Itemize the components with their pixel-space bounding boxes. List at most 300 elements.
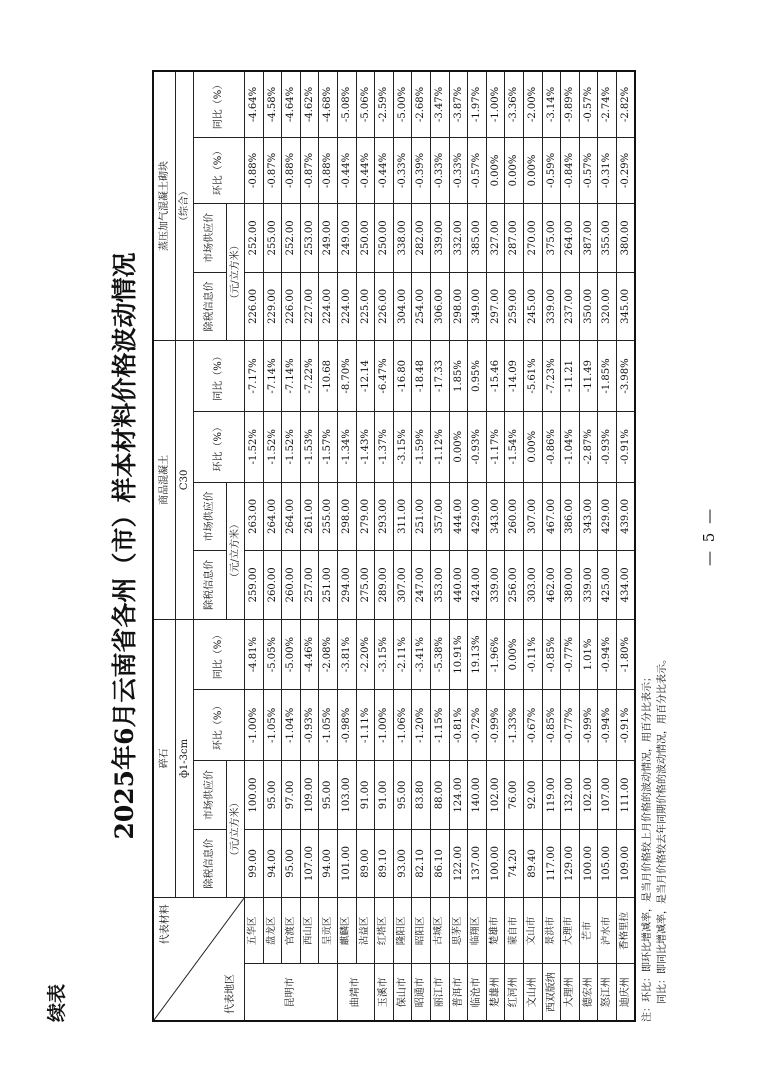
value-cell: -4.46% (300, 619, 319, 690)
value-cell: 74.20 (505, 829, 524, 898)
value-cell: 297.00 (486, 272, 505, 341)
footnotes (640, 70, 670, 1022)
value-cell: 327.00 (486, 204, 505, 273)
col-market-price-block: 市场供应价 (194, 204, 227, 273)
value-cell: 89.00 (356, 829, 375, 898)
city-cell: 大理州 (561, 964, 580, 1021)
district-cell: 香格里拉 (616, 898, 635, 964)
district-cell: 思茅区 (449, 898, 468, 964)
value-cell: 264.00 (561, 204, 580, 273)
value-cell: 434.00 (616, 551, 635, 620)
value-cell: 303.00 (523, 551, 542, 620)
value-cell: 287.00 (505, 204, 524, 273)
table-row (375, 71, 394, 1021)
value-cell: 225.00 (356, 272, 375, 341)
value-cell: 264.00 (282, 482, 301, 551)
value-cell: 259.00 (505, 272, 524, 341)
table-row (282, 71, 301, 1021)
value-cell: -1.34% (337, 411, 356, 482)
value-cell: -2.08% (319, 619, 338, 690)
value-cell: -0.31% (598, 137, 617, 203)
col-mom-gravel: 环比（%） (194, 690, 245, 761)
value-cell: -14.09 (505, 341, 524, 412)
value-cell: -2.11% (393, 619, 412, 690)
value-cell: -0.93% (598, 411, 617, 482)
value-cell: 229.00 (263, 272, 282, 341)
value-cell: 91.00 (375, 761, 394, 830)
value-cell: -1.17% (486, 411, 505, 482)
city-cell: 丽江市 (430, 964, 449, 1021)
value-cell: 237.00 (561, 272, 580, 341)
value-cell: 0.00% (486, 137, 505, 203)
value-cell: -3.14% (542, 71, 561, 137)
col-unit-block: （元/立方米） (227, 204, 245, 341)
value-cell: -0.72% (468, 690, 487, 761)
district-cell: 临翔区 (468, 898, 487, 964)
value-cell: -11.49 (579, 341, 598, 412)
value-cell: -0.57% (579, 71, 598, 137)
value-cell: -9.89% (561, 71, 580, 137)
value-cell: -7.22% (300, 341, 319, 412)
value-cell: 95.00 (282, 829, 301, 898)
value-cell: -5.00% (393, 71, 412, 137)
table-row (245, 71, 264, 1021)
value-cell: 357.00 (430, 482, 449, 551)
city-cell: 玉溪市 (375, 964, 394, 1021)
value-cell: 0.95% (468, 341, 487, 412)
value-cell: 304.00 (393, 272, 412, 341)
value-cell: 95.00 (263, 761, 282, 830)
value-cell: -0.84% (561, 137, 580, 203)
value-cell: 282.00 (412, 204, 431, 273)
district-cell: 盘龙区 (263, 898, 282, 964)
value-cell: 349.00 (468, 272, 487, 341)
district-cell: 官渡区 (282, 898, 301, 964)
city-cell: 西双版纳 (542, 964, 561, 1021)
value-cell: -0.33% (449, 137, 468, 203)
value-cell: 0.00% (505, 137, 524, 203)
value-cell: 380.00 (616, 204, 635, 273)
district-cell: 景洪市 (542, 898, 561, 964)
value-cell: 89.10 (375, 829, 394, 898)
col-mom-block: 环比（%） (194, 137, 245, 203)
value-cell: 338.00 (393, 204, 412, 273)
value-cell: 122.00 (449, 829, 468, 898)
value-cell: 343.00 (486, 482, 505, 551)
value-cell: 298.00 (337, 482, 356, 551)
value-cell: 250.00 (356, 204, 375, 273)
value-cell: 19.13% (468, 619, 487, 690)
value-cell: 83.80 (412, 761, 431, 830)
table-row (542, 71, 561, 1021)
value-cell: 140.00 (468, 761, 487, 830)
corner-header-cell (153, 898, 245, 1021)
value-cell: -6.47% (375, 341, 394, 412)
value-cell: 91.00 (356, 761, 375, 830)
value-cell: -1.52% (245, 411, 264, 482)
value-cell: -1.15% (430, 690, 449, 761)
value-cell: 424.00 (468, 551, 487, 620)
value-cell: -0.99% (579, 690, 598, 761)
table-row (319, 71, 338, 1021)
value-cell: -5.06% (356, 71, 375, 137)
value-cell: -1.43% (356, 411, 375, 482)
value-cell: 226.00 (245, 272, 264, 341)
corner-material-label: 代表材料 (160, 904, 171, 945)
value-cell: -5.61% (523, 341, 542, 412)
value-cell: 289.00 (375, 551, 394, 620)
value-cell: 339.00 (486, 551, 505, 620)
value-cell: 253.00 (300, 204, 319, 273)
value-cell: 224.00 (337, 272, 356, 341)
value-cell: 339.00 (430, 204, 449, 273)
value-cell: -0.81% (449, 690, 468, 761)
value-cell: 255.00 (319, 482, 338, 551)
col-tax-price-gravel: 除税信息价 (194, 829, 227, 898)
value-cell: -0.88% (282, 137, 301, 203)
value-cell: -0.94% (598, 690, 617, 761)
value-cell: -0.33% (430, 137, 449, 203)
value-cell: -17.33 (430, 341, 449, 412)
value-cell: -5.08% (337, 71, 356, 137)
value-cell: 93.00 (393, 829, 412, 898)
value-cell: -1.80% (616, 619, 635, 690)
city-cell: 怒江州 (598, 964, 617, 1021)
value-cell: -4.58% (263, 71, 282, 137)
value-cell: 250.00 (375, 204, 394, 273)
value-cell: 102.00 (486, 761, 505, 830)
value-cell: -1.05% (263, 690, 282, 761)
value-cell: 254.00 (412, 272, 431, 341)
value-cell: 129.00 (561, 829, 580, 898)
value-cell: 107.00 (598, 761, 617, 830)
value-cell: -3.41% (412, 619, 431, 690)
value-cell: -0.67% (523, 690, 542, 761)
col-mom-concrete: 环比（%） (194, 411, 245, 482)
value-cell: 0.00% (523, 411, 542, 482)
group-name-concrete: 商品混凝土 (153, 341, 176, 620)
col-yoy-gravel: 同比（%） (194, 619, 245, 690)
value-cell: 387.00 (579, 204, 598, 273)
value-cell: 124.00 (449, 761, 468, 830)
value-cell: -1.00% (375, 690, 394, 761)
district-cell: 蒙自市 (505, 898, 524, 964)
value-cell: 0.00% (505, 619, 524, 690)
value-cell: 311.00 (393, 482, 412, 551)
value-cell: 111.00 (616, 761, 635, 830)
value-cell: 306.00 (430, 272, 449, 341)
value-cell: -16.80 (393, 341, 412, 412)
city-cell: 昭通市 (412, 964, 431, 1021)
value-cell: 462.00 (542, 551, 561, 620)
value-cell: -0.86% (542, 411, 561, 482)
value-cell: -1.52% (282, 411, 301, 482)
value-cell: -0.98% (337, 690, 356, 761)
value-cell: -2.59% (375, 71, 394, 137)
value-cell: 100.00 (245, 761, 264, 830)
value-cell: 467.00 (542, 482, 561, 551)
continued-label: 续表 (46, 983, 68, 1022)
value-cell: -0.44% (375, 137, 394, 203)
value-cell: 375.00 (542, 204, 561, 273)
value-cell: -3.15% (375, 619, 394, 690)
district-cell: 五华区 (245, 898, 264, 964)
col-tax-price-concrete: 除税信息价 (194, 551, 227, 620)
value-cell: 94.00 (319, 829, 338, 898)
value-cell: 385.00 (468, 204, 487, 273)
value-cell: -1.52% (263, 411, 282, 482)
value-cell: -5.38% (430, 619, 449, 690)
city-cell: 红河州 (505, 964, 524, 1021)
value-cell: 260.00 (282, 551, 301, 620)
value-cell: -7.14% (263, 341, 282, 412)
value-cell: 109.00 (616, 829, 635, 898)
value-cell: -2.82% (616, 71, 635, 137)
city-cell: 昆明市 (245, 964, 338, 1021)
value-cell: -3.81% (337, 619, 356, 690)
value-cell: 101.00 (337, 829, 356, 898)
value-cell: 109.00 (300, 761, 319, 830)
value-cell: 307.00 (523, 482, 542, 551)
value-cell: 259.00 (245, 551, 264, 620)
value-cell: -10.68 (319, 341, 338, 412)
district-cell: 呈贡区 (319, 898, 338, 964)
value-cell: 263.00 (245, 482, 264, 551)
value-cell: 386.00 (561, 482, 580, 551)
district-cell: 文山市 (523, 898, 542, 964)
value-cell: -0.44% (356, 137, 375, 203)
value-cell: 1.01% (579, 619, 598, 690)
table-row (598, 71, 617, 1021)
group-spec-block: （综合） (176, 71, 194, 341)
value-cell: 249.00 (319, 204, 338, 273)
value-cell: 245.00 (523, 272, 542, 341)
value-cell: 264.00 (263, 482, 282, 551)
value-cell: -0.88% (319, 137, 338, 203)
value-cell: 100.00 (579, 829, 598, 898)
value-cell: 103.00 (337, 761, 356, 830)
table-row (337, 71, 356, 1021)
city-cell: 楚雄州 (486, 964, 505, 1021)
value-cell: 439.00 (616, 482, 635, 551)
value-cell: 99.00 (245, 829, 264, 898)
value-cell: -2.74% (598, 71, 617, 137)
col-yoy-concrete: 同比（%） (194, 341, 245, 412)
group-name-gravel: 碎石 (153, 619, 176, 898)
value-cell: 429.00 (598, 482, 617, 551)
value-cell: -1.04% (561, 411, 580, 482)
value-cell: 350.00 (579, 272, 598, 341)
table-row (468, 71, 487, 1021)
value-cell: 224.00 (319, 272, 338, 341)
table-row (356, 71, 375, 1021)
col-tax-price-block: 除税信息价 (194, 272, 227, 341)
district-cell: 红塔区 (375, 898, 394, 964)
value-cell: 10.91% (449, 619, 468, 690)
value-cell: -0.11% (523, 619, 542, 690)
value-cell: -1.11% (356, 690, 375, 761)
value-cell: 429.00 (468, 482, 487, 551)
value-cell: -3.15% (393, 411, 412, 482)
value-cell: 444.00 (449, 482, 468, 551)
value-cell: 260.00 (505, 482, 524, 551)
district-cell: 大理市 (561, 898, 580, 964)
value-cell: 117.00 (542, 829, 561, 898)
value-cell: -15.46 (486, 341, 505, 412)
district-cell: 楚雄市 (486, 898, 505, 964)
value-cell: 105.00 (598, 829, 617, 898)
col-yoy-block: 同比（%） (194, 71, 245, 137)
value-cell: 261.00 (300, 482, 319, 551)
value-cell: 249.00 (337, 204, 356, 273)
value-cell: -4.64% (245, 71, 264, 137)
value-cell: 102.00 (579, 761, 598, 830)
value-cell: -0.85% (542, 619, 561, 690)
value-cell: 97.00 (282, 761, 301, 830)
value-cell: -1.54% (505, 411, 524, 482)
value-cell: -3.87% (449, 71, 468, 137)
group-name-block: 蒸压加气混凝土砌块 (153, 71, 176, 341)
table-row (449, 71, 468, 1021)
col-unit-gravel: （元/立方米） (227, 761, 245, 898)
value-cell: -18.48 (412, 341, 431, 412)
value-cell: 380.00 (561, 551, 580, 620)
table-row (616, 71, 635, 1021)
footnote-mom: 注：环比：即环比增减率，是当月价格较上月价格的波动情况，用百分比表示； (642, 672, 654, 1022)
value-cell: -0.57% (468, 137, 487, 203)
value-cell: -2.87% (579, 411, 598, 482)
table-row (263, 71, 282, 1021)
value-cell: 270.00 (523, 204, 542, 273)
value-cell: -0.33% (393, 137, 412, 203)
table-row (561, 71, 580, 1021)
table-row (412, 71, 431, 1021)
value-cell: 95.00 (319, 761, 338, 830)
value-cell: 132.00 (561, 761, 580, 830)
value-cell: 355.00 (598, 204, 617, 273)
value-cell: -0.99% (486, 690, 505, 761)
value-cell: -5.05% (263, 619, 282, 690)
value-cell: -1.96% (486, 619, 505, 690)
city-cell: 德宏州 (579, 964, 598, 1021)
value-cell: -1.04% (282, 690, 301, 761)
value-cell: -12.14 (356, 341, 375, 412)
city-cell: 临沧市 (468, 964, 487, 1021)
value-cell: -0.39% (412, 137, 431, 203)
value-cell: -2.68% (412, 71, 431, 137)
page-title: 2025年6月云南省各州（市）样本材料价格波动情况 (110, 252, 139, 840)
value-cell: 425.00 (598, 551, 617, 620)
table-row (523, 71, 542, 1021)
value-cell: 89.40 (523, 829, 542, 898)
value-cell: 332.00 (449, 204, 468, 273)
value-cell: -0.91% (616, 690, 635, 761)
value-cell: 339.00 (579, 551, 598, 620)
value-cell: -1.57% (319, 411, 338, 482)
col-market-price-gravel: 市场供应价 (194, 761, 227, 830)
value-cell: -0.44% (337, 137, 356, 203)
value-cell: 1.85% (449, 341, 468, 412)
value-cell: -1.00% (245, 690, 264, 761)
value-cell: -1.00% (486, 71, 505, 137)
city-cell: 迪庆州 (616, 964, 635, 1021)
district-cell: 西山区 (300, 898, 319, 964)
value-cell: 440.00 (449, 551, 468, 620)
value-cell: 256.00 (505, 551, 524, 620)
district-cell: 麒麟区 (337, 898, 356, 964)
value-cell: -7.23% (542, 341, 561, 412)
district-cell: 沾益区 (356, 898, 375, 964)
value-cell: -4.68% (319, 71, 338, 137)
value-cell: 255.00 (263, 204, 282, 273)
value-cell: 257.00 (300, 551, 319, 620)
value-cell: -2.20% (356, 619, 375, 690)
district-cell: 昭阳区 (412, 898, 431, 964)
value-cell: 76.00 (505, 761, 524, 830)
value-cell: -1.06% (393, 690, 412, 761)
value-cell: 86.10 (430, 829, 449, 898)
value-cell: 252.00 (282, 204, 301, 273)
value-cell: 260.00 (263, 551, 282, 620)
value-cell: -3.36% (505, 71, 524, 137)
page-number: — 5 — (700, 506, 718, 566)
value-cell: 100.00 (486, 829, 505, 898)
table-row (393, 71, 412, 1021)
value-cell: -5.00% (282, 619, 301, 690)
table-row (486, 71, 505, 1021)
value-cell: -0.93% (468, 411, 487, 482)
value-cell: 279.00 (356, 482, 375, 551)
value-cell: -0.77% (561, 690, 580, 761)
value-cell: 307.00 (393, 551, 412, 620)
group-spec-concrete: C30 (176, 341, 194, 620)
value-cell: 275.00 (356, 551, 375, 620)
value-cell: -0.85% (542, 690, 561, 761)
value-cell: 353.00 (430, 551, 449, 620)
value-cell: -4.64% (282, 71, 301, 137)
value-cell: 247.00 (412, 551, 431, 620)
value-cell: -7.14% (282, 341, 301, 412)
value-cell: -0.91% (616, 411, 635, 482)
table-row (300, 71, 319, 1021)
value-cell: 119.00 (542, 761, 561, 830)
value-cell: 251.00 (319, 551, 338, 620)
col-market-price-concrete: 市场供应价 (194, 482, 227, 551)
value-cell: 137.00 (468, 829, 487, 898)
group-spec-gravel: ф1-3cm (176, 619, 194, 898)
value-cell: 0.00% (449, 411, 468, 482)
value-cell: -1.12% (430, 411, 449, 482)
value-cell: -0.87% (300, 137, 319, 203)
value-cell: -11.21 (561, 341, 580, 412)
value-cell: -1.20% (412, 690, 431, 761)
value-cell: -4.81% (245, 619, 264, 690)
value-cell: 94.00 (263, 829, 282, 898)
value-cell: -1.33% (505, 690, 524, 761)
value-cell: -1.53% (300, 411, 319, 482)
table-row (430, 71, 449, 1021)
table-row (579, 71, 598, 1021)
value-cell: -0.93% (300, 690, 319, 761)
value-cell: -0.94% (598, 619, 617, 690)
footnote-yoy: 同比：即同比增减率，是当月价格较去年同期价格的波动情况，用百分比表示。 (657, 654, 669, 1004)
value-cell: 107.00 (300, 829, 319, 898)
value-cell: -8.70% (337, 341, 356, 412)
value-cell: -1.05% (319, 690, 338, 761)
value-cell: 298.00 (449, 272, 468, 341)
col-unit-concrete: （元/立方米） (227, 482, 245, 619)
table-row (505, 71, 524, 1021)
